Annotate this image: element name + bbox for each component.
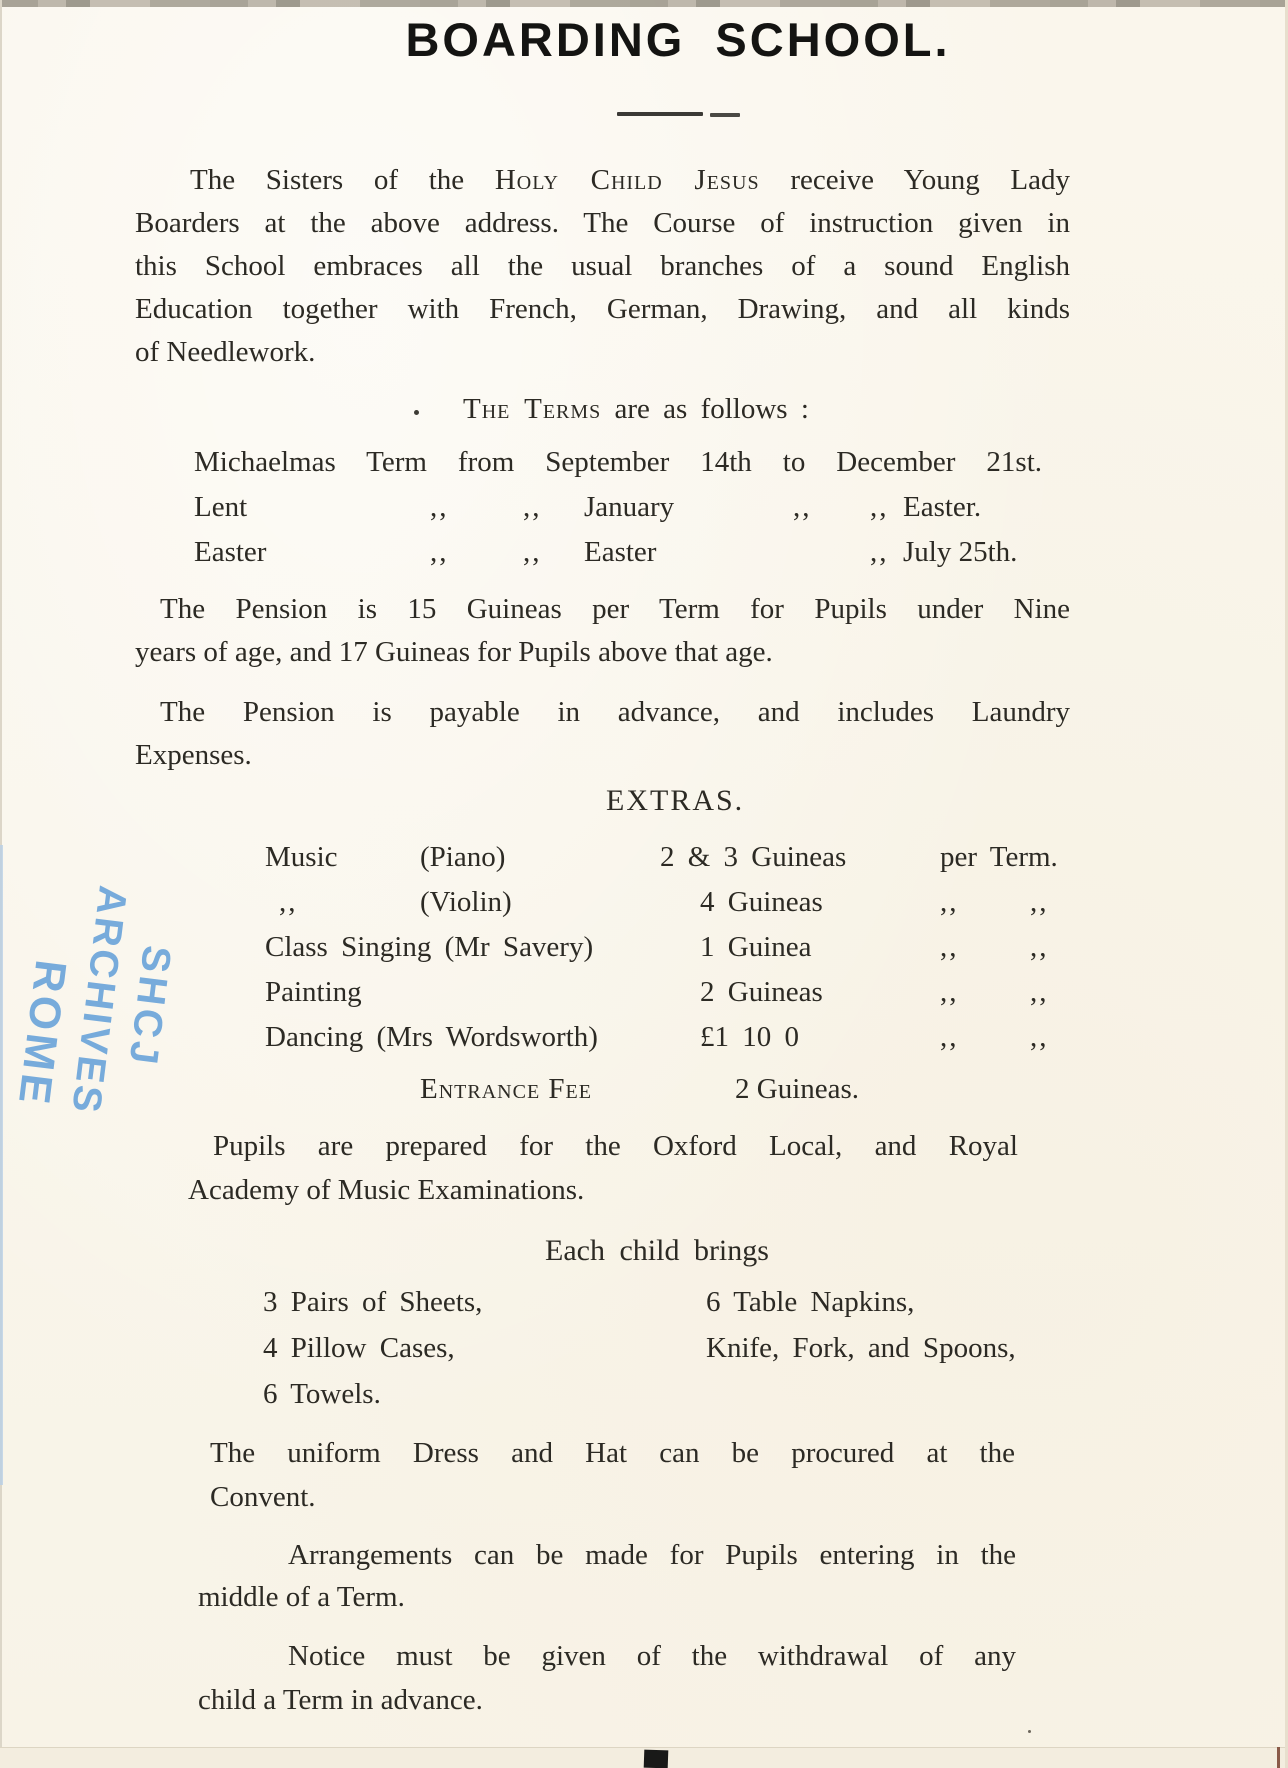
brings-item-left: 4 Pillow Cases,: [263, 1332, 455, 1364]
pupils-paragraph: [188, 1124, 1018, 1212]
intro-paragraph: [135, 159, 1070, 374]
intro-line-2: Boarders at the above address. The Course of instruction given in: [135, 207, 1070, 239]
extra-detail: (Violin): [420, 886, 512, 918]
extra-price: 4 Guineas: [700, 886, 823, 918]
extra-name: Painting: [265, 976, 362, 1008]
extra-name: Music: [265, 841, 338, 873]
ditto-mark: ,,: [430, 536, 449, 568]
paper-speck: [414, 410, 419, 415]
notice-line-1: Notice must be given of the withdrawal of any: [288, 1640, 1016, 1672]
terms-row-easter: [194, 530, 1094, 575]
order-name-smallcaps: Holy Child Jesus: [494, 164, 760, 196]
scan-top-edge: [0, 0, 1288, 7]
term-start: Easter: [584, 536, 657, 568]
extras-row-class-singing: [265, 925, 1135, 970]
extra-price: 2 Guineas: [700, 976, 823, 1008]
brings-item-left: 3 Pairs of Sheets,: [263, 1286, 483, 1318]
extras-row-music-violin: [265, 880, 1135, 925]
title-divider-long-dash: [617, 112, 703, 116]
each-child-brings-heading: Each child brings: [545, 1234, 769, 1267]
ditto-mark: ,,: [940, 1021, 959, 1053]
ditto-mark: ,,: [430, 491, 449, 523]
brings-item-right: 6 Table Napkins,: [706, 1286, 915, 1318]
archive-stamp-line-3: ROME: [8, 957, 76, 1111]
ditto-mark: ,,: [940, 976, 959, 1008]
entrance-fee-label: Entrance Fee: [420, 1073, 592, 1105]
intro-line-1: [135, 159, 1070, 202]
ditto-mark: ,,: [870, 536, 889, 568]
arrangements-paragraph: [198, 1534, 1016, 1618]
extra-detail: (Piano): [420, 841, 506, 873]
pupils-line-2: Academy of Music Examinations.: [188, 1174, 585, 1206]
extras-row-music-piano: [265, 835, 1135, 880]
extra-name: Class Singing (Mr Savery): [265, 931, 594, 963]
extra-price: 1 Guinea: [700, 931, 812, 963]
pension-paragraph: [135, 588, 1070, 674]
extras-heading: EXTRAS.: [606, 784, 745, 817]
brings-list: [263, 1279, 1123, 1417]
archive-stamp-line-2: ARCHIVES: [63, 883, 135, 1118]
term-end: July 25th.: [903, 536, 1018, 568]
extra-per-term: per Term.: [940, 841, 1058, 873]
intro-line1-pre: The Sisters of the: [190, 164, 495, 196]
ink-mark: [644, 1750, 669, 1768]
notice-paragraph: [198, 1634, 1016, 1722]
terms-row-michaelmas: Michaelmas Term from September 14th to December 21st.: [194, 446, 1042, 478]
pupils-line-1: Pupils are prepared for the Oxford Local, and Royal: [213, 1130, 1018, 1162]
arrangements-line-1: Arrangements can be made for Pupils entering in the: [288, 1539, 1016, 1571]
pension-payable-paragraph: [135, 691, 1070, 777]
intro-line-5: of Needlework.: [135, 336, 316, 368]
term-name: Lent: [194, 491, 248, 523]
ditto-mark: ,,: [1030, 931, 1049, 963]
scan-bottom-right-line: [1277, 1747, 1280, 1768]
term-end: Easter.: [903, 491, 982, 523]
ditto-mark: ,,: [1030, 1021, 1049, 1053]
intro-line-4: Education together with French, German, Drawing, and all kinds: [135, 293, 1070, 325]
ditto-mark: ,,: [940, 886, 959, 918]
pension-line-1: The Pension is 15 Guineas per Term for Pupils under Nine: [160, 593, 1070, 625]
entrance-fee-value: 2 Guineas.: [735, 1073, 860, 1105]
terms-heading-smallcaps: The Terms: [463, 393, 602, 425]
brings-item-left: 6 Towels.: [263, 1378, 381, 1410]
intro-line-3: this School embraces all the usual branches of a sound English: [135, 250, 1070, 282]
brings-row: [263, 1279, 1123, 1325]
pension-payable-line-1: The Pension is payable in advance, and includes Laundry: [160, 696, 1070, 728]
title-divider-short-dash: [710, 113, 740, 117]
uniform-paragraph: [210, 1431, 1015, 1519]
arrangements-line-2: middle of a Term.: [198, 1581, 405, 1613]
extras-row-painting: [265, 970, 1135, 1015]
brings-item-right: Knife, Fork, and Spoons,: [706, 1332, 1016, 1364]
ditto-mark: ,,: [523, 536, 542, 568]
ditto-mark: ,,: [940, 931, 959, 963]
extras-row-dancing: [265, 1015, 1135, 1060]
ditto-mark: ,,: [279, 886, 298, 918]
extras-table: [265, 835, 1135, 1060]
terms-heading: [463, 392, 809, 426]
uniform-line-1: The uniform Dress and Hat can be procured at the: [210, 1437, 1015, 1469]
ditto-mark: ,,: [1030, 886, 1049, 918]
ditto-mark: ,,: [1030, 976, 1049, 1008]
brings-row: [263, 1371, 1123, 1417]
brings-row: [263, 1325, 1123, 1371]
scan-left-blue-line: [0, 845, 3, 1485]
terms-heading-rest: are as follows :: [601, 393, 809, 425]
term-name: Easter: [194, 536, 267, 568]
archive-stamp: [1, 871, 189, 1129]
extra-price: 2 & 3 Guineas: [660, 841, 847, 873]
brings-item-right: [706, 1371, 1123, 1417]
ditto-mark: ,,: [523, 491, 542, 523]
paper-speck: [1028, 1730, 1031, 1733]
terms-table: [194, 440, 1094, 575]
entrance-fee-line: [420, 1071, 859, 1107]
terms-row-lent: [194, 485, 1094, 530]
page-title: BOARDING SCHOOL.: [405, 13, 951, 66]
notice-line-2: child a Term in advance.: [198, 1684, 483, 1716]
empty-cell: [793, 530, 870, 575]
intro-line1-post: receive Young Lady: [759, 164, 1071, 196]
extra-name: Dancing (Mrs Wordsworth): [265, 1021, 598, 1053]
uniform-line-2: Convent.: [210, 1481, 316, 1513]
ditto-mark: ,,: [870, 491, 889, 523]
ditto-mark: ,,: [793, 491, 812, 523]
extra-price: £1 10 0: [700, 1021, 799, 1053]
archive-stamp-line-1: SHCJ: [120, 943, 179, 1071]
pension-payable-line-2: Expenses.: [135, 739, 252, 771]
pension-line-2: years of age, and 17 Guineas for Pupils above that age.: [135, 636, 773, 668]
term-start: January: [584, 491, 675, 523]
